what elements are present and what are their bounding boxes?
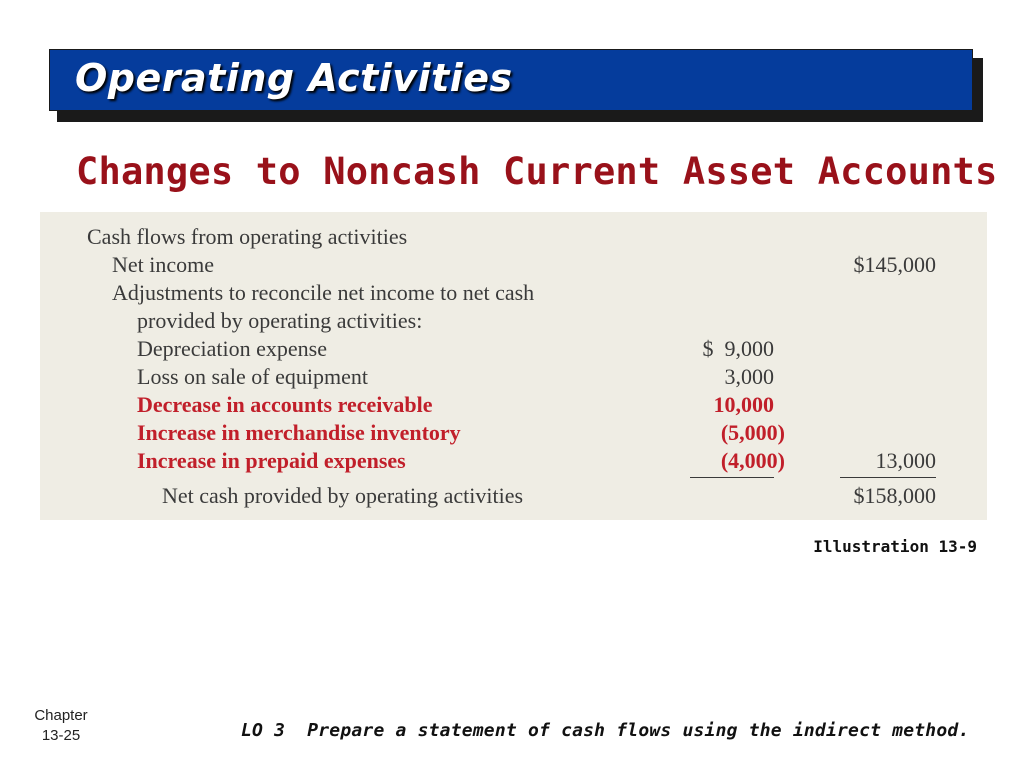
adjustments-heading-line2: provided by operating activities: <box>137 308 423 333</box>
illustration-reference: Illustration 13-9 <box>813 537 977 556</box>
statement-heading: Cash flows from operating activities <box>87 224 408 249</box>
net-income-amount: $145,000 <box>853 252 936 277</box>
net-cash-amount: $158,000 <box>853 483 936 508</box>
adjustment-item-label: Decrease in accounts receivable <box>137 392 433 417</box>
adjustment-item-label: Increase in prepaid expenses <box>137 448 406 473</box>
adjustment-item-label: Loss on sale of equipment <box>137 364 368 389</box>
subtotal-rule <box>690 477 774 478</box>
total-rule <box>840 477 936 478</box>
slide-title: Operating Activities <box>75 56 513 100</box>
adjustment-item-amount: $ 9,000 <box>702 336 774 361</box>
net-income-label: Net income <box>112 252 215 277</box>
learning-objective: LO 3 Prepare a statement of cash flows using the indirect method. <box>241 720 970 741</box>
adjustment-item-amount: (5,000) <box>720 420 785 445</box>
adjustment-item-label: Increase in merchandise inventory <box>137 420 461 445</box>
title-bar <box>49 49 973 111</box>
adjustment-item-amount: (4,000) <box>720 448 785 473</box>
adjustments-heading-line1: Adjustments to reconcile net income to net cash <box>112 280 535 305</box>
chapter-label: Chapter <box>34 707 88 724</box>
adjustments-total: 13,000 <box>875 448 936 473</box>
adjustment-item-amount: 10,000 <box>713 392 774 417</box>
adjustment-item-amount: 3,000 <box>724 364 774 389</box>
cash-flow-statement <box>40 212 987 520</box>
chapter-page: 13-25 <box>41 727 81 744</box>
chapter-indicator <box>26 706 96 746</box>
adjustment-item-label: Depreciation expense <box>137 336 327 361</box>
slide-subtitle: Changes to Noncash Current Asset Accounts <box>76 150 998 193</box>
net-cash-label: Net cash provided by operating activities <box>162 483 524 508</box>
